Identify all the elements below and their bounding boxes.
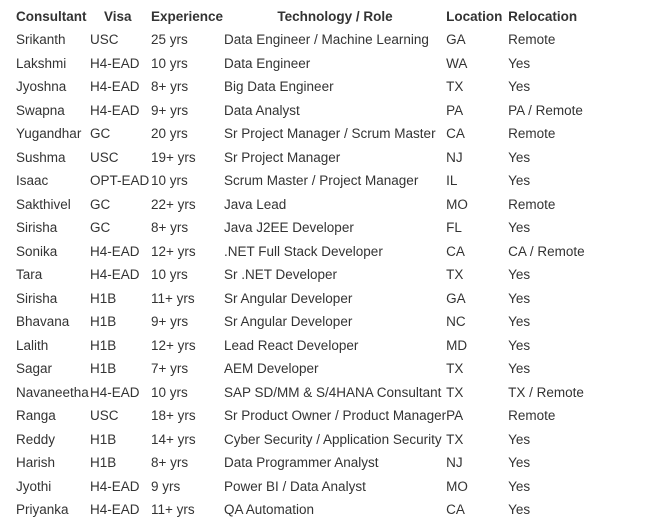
table-row	[16, 428, 604, 452]
cell-location: TX	[446, 267, 464, 283]
cell-location: GA	[446, 290, 466, 306]
cell-visa: H4-EAD	[90, 79, 140, 95]
table-row	[16, 122, 604, 146]
cell-experience: 8+ yrs	[151, 79, 189, 95]
cell-technology-role: Sr Angular Developer	[224, 314, 353, 330]
cell-technology-role: AEM Developer	[224, 361, 319, 377]
cell-experience: 9 yrs	[151, 478, 181, 494]
cell-location: CA	[446, 243, 465, 259]
cell-experience: 19+ yrs	[151, 149, 196, 165]
cell-consultant: Tara	[16, 267, 43, 283]
cell-visa: H4-EAD	[90, 55, 140, 71]
cell-consultant: Jyothi	[16, 478, 52, 494]
cell-technology-role: Data Engineer / Machine Learning	[224, 32, 429, 48]
table-row	[16, 287, 604, 311]
table-row	[16, 240, 604, 264]
cell-consultant: Bhavana	[16, 314, 70, 330]
cell-consultant: Sakthivel	[16, 196, 71, 212]
cell-technology-role: Sr Angular Developer	[224, 290, 353, 306]
cell-visa: H4-EAD	[90, 384, 140, 400]
table-row	[16, 404, 604, 428]
table-row	[16, 357, 604, 381]
cell-technology-role: Scrum Master / Project Manager	[224, 173, 419, 189]
cell-relocation: CA / Remote	[508, 243, 585, 259]
cell-relocation: Yes	[508, 337, 531, 353]
table-row	[16, 75, 604, 99]
cell-visa: USC	[90, 149, 119, 165]
cell-experience: 11+ yrs	[151, 290, 195, 306]
cell-visa: OPT-EAD	[90, 173, 150, 189]
cell-experience: 10 yrs	[151, 173, 188, 189]
cell-location: TX	[446, 384, 464, 400]
cell-consultant: Srikanth	[16, 32, 66, 48]
cell-relocation: Yes	[508, 220, 531, 236]
cell-relocation: TX / Remote	[508, 384, 584, 400]
cell-experience: 12+ yrs	[151, 243, 196, 259]
cell-location: CA	[446, 502, 465, 518]
cell-consultant: Sushma	[16, 149, 66, 165]
cell-consultant: Yugandhar	[16, 126, 82, 142]
cell-experience: 9+ yrs	[151, 102, 189, 118]
cell-technology-role: Java J2EE Developer	[224, 220, 354, 236]
cell-location: MO	[446, 196, 468, 212]
cell-experience: 22+ yrs	[151, 196, 196, 212]
cell-consultant: Swapna	[16, 102, 65, 118]
cell-consultant: Sirisha	[16, 220, 58, 236]
table-row	[16, 169, 604, 193]
table-row	[16, 381, 604, 405]
cell-location: TX	[446, 431, 464, 447]
cell-experience: 8+ yrs	[151, 220, 189, 236]
cell-technology-role: Sr Product Owner / Product Manager	[224, 408, 447, 424]
cell-technology-role: Cyber Security / Application Security	[224, 431, 442, 447]
cell-relocation: Yes	[508, 502, 531, 518]
cell-technology-role: Power BI / Data Analyst	[224, 478, 366, 494]
cell-visa: GC	[90, 126, 111, 142]
table-row	[16, 216, 604, 240]
cell-consultant: Isaac	[16, 173, 49, 189]
header-visa: Visa	[104, 9, 132, 24]
cell-visa: GC	[90, 220, 111, 236]
cell-experience: 11+ yrs	[151, 502, 195, 518]
cell-technology-role: Data Analyst	[224, 102, 300, 118]
cell-location: NC	[446, 314, 466, 330]
header-consultant: Consultant	[16, 9, 87, 24]
cell-relocation: PA / Remote	[508, 102, 583, 118]
cell-relocation: Remote	[508, 196, 556, 212]
cell-consultant: Sonika	[16, 243, 58, 259]
cell-relocation: Yes	[508, 361, 531, 377]
cell-visa: H4-EAD	[90, 478, 140, 494]
cell-location: GA	[446, 32, 466, 48]
cell-visa: H1B	[90, 290, 117, 306]
cell-relocation: Yes	[508, 455, 531, 471]
header-experience: Experience	[151, 9, 224, 24]
cell-visa: H1B	[90, 361, 117, 377]
cell-location: TX	[446, 361, 464, 377]
table-row	[16, 310, 604, 334]
cell-visa: H1B	[90, 455, 117, 471]
cell-consultant: Ranga	[16, 408, 56, 424]
cell-visa: H4-EAD	[90, 502, 140, 518]
cell-location: MD	[446, 337, 468, 353]
table-row	[16, 99, 604, 123]
cell-experience: 12+ yrs	[151, 337, 196, 353]
cell-relocation: Remote	[508, 126, 556, 142]
cell-experience: 20 yrs	[151, 126, 188, 142]
cell-location: IL	[446, 173, 458, 189]
cell-visa: H1B	[90, 431, 117, 447]
cell-technology-role: Sr Project Manager / Scrum Master	[224, 126, 436, 142]
cell-relocation: Yes	[508, 290, 531, 306]
cell-consultant: Harish	[16, 455, 56, 471]
cell-technology-role: Lead React Developer	[224, 337, 359, 353]
cell-experience: 7+ yrs	[151, 361, 189, 377]
cell-relocation: Yes	[508, 431, 531, 447]
cell-location: TX	[446, 79, 464, 95]
table-row	[16, 193, 604, 217]
table-row	[16, 28, 604, 52]
cell-visa: USC	[90, 408, 119, 424]
cell-experience: 9+ yrs	[151, 314, 189, 330]
header-technology-role: Technology / Role	[277, 9, 393, 24]
cell-visa: H1B	[90, 337, 117, 353]
cell-relocation: Yes	[508, 314, 531, 330]
cell-experience: 10 yrs	[151, 267, 188, 283]
cell-visa: H1B	[90, 314, 117, 330]
cell-technology-role: Data Engineer	[224, 55, 311, 71]
table-row	[16, 263, 604, 287]
table-body	[16, 28, 604, 522]
cell-experience: 8+ yrs	[151, 455, 189, 471]
table-header-row	[16, 5, 604, 28]
cell-visa: H4-EAD	[90, 102, 140, 118]
table-row	[16, 334, 604, 358]
cell-location: PA	[446, 102, 464, 118]
cell-consultant: Jyoshna	[16, 79, 67, 95]
table-row	[16, 52, 604, 76]
cell-technology-role: Sr .NET Developer	[224, 267, 338, 283]
cell-relocation: Remote	[508, 408, 556, 424]
table-row	[16, 498, 604, 522]
cell-relocation: Yes	[508, 55, 531, 71]
cell-relocation: Yes	[508, 149, 531, 165]
cell-experience: 10 yrs	[151, 384, 188, 400]
cell-visa: USC	[90, 32, 119, 48]
cell-technology-role: QA Automation	[224, 502, 315, 518]
cell-experience: 10 yrs	[151, 55, 188, 71]
cell-technology-role: Big Data Engineer	[224, 79, 334, 95]
cell-relocation: Yes	[508, 478, 531, 494]
cell-relocation: Yes	[508, 173, 531, 189]
cell-consultant: Sirisha	[16, 290, 58, 306]
cell-technology-role: Sr Project Manager	[224, 149, 341, 165]
cell-consultant: Navaneetha	[16, 384, 89, 400]
cell-technology-role: .NET Full Stack Developer	[224, 243, 383, 259]
header-relocation: Relocation	[508, 9, 578, 24]
cell-location: NJ	[446, 455, 463, 471]
header-location: Location	[446, 9, 503, 24]
cell-location: WA	[446, 55, 468, 71]
cell-visa: H4-EAD	[90, 243, 140, 259]
cell-experience: 14+ yrs	[151, 431, 196, 447]
cell-experience: 18+ yrs	[151, 408, 196, 424]
cell-location: MO	[446, 478, 468, 494]
cell-visa: H4-EAD	[90, 267, 140, 283]
table-row	[16, 146, 604, 170]
cell-relocation: Remote	[508, 32, 556, 48]
cell-technology-role: SAP SD/MM & S/4HANA Consultant	[224, 384, 442, 400]
cell-consultant: Reddy	[16, 431, 56, 447]
cell-location: FL	[446, 220, 462, 236]
cell-visa: GC	[90, 196, 111, 212]
cell-consultant: Sagar	[16, 361, 53, 377]
cell-experience: 25 yrs	[151, 32, 188, 48]
table-row	[16, 451, 604, 475]
cell-technology-role: Java Lead	[224, 196, 287, 212]
cell-consultant: Priyanka	[16, 502, 69, 518]
cell-relocation: Yes	[508, 267, 531, 283]
table-row	[16, 475, 604, 499]
cell-consultant: Lalith	[16, 337, 49, 353]
consultant-table	[16, 5, 604, 522]
cell-location: PA	[446, 408, 464, 424]
cell-relocation: Yes	[508, 79, 531, 95]
cell-location: CA	[446, 126, 465, 142]
cell-consultant: Lakshmi	[16, 55, 67, 71]
cell-location: NJ	[446, 149, 463, 165]
cell-technology-role: Data Programmer Analyst	[224, 455, 379, 471]
